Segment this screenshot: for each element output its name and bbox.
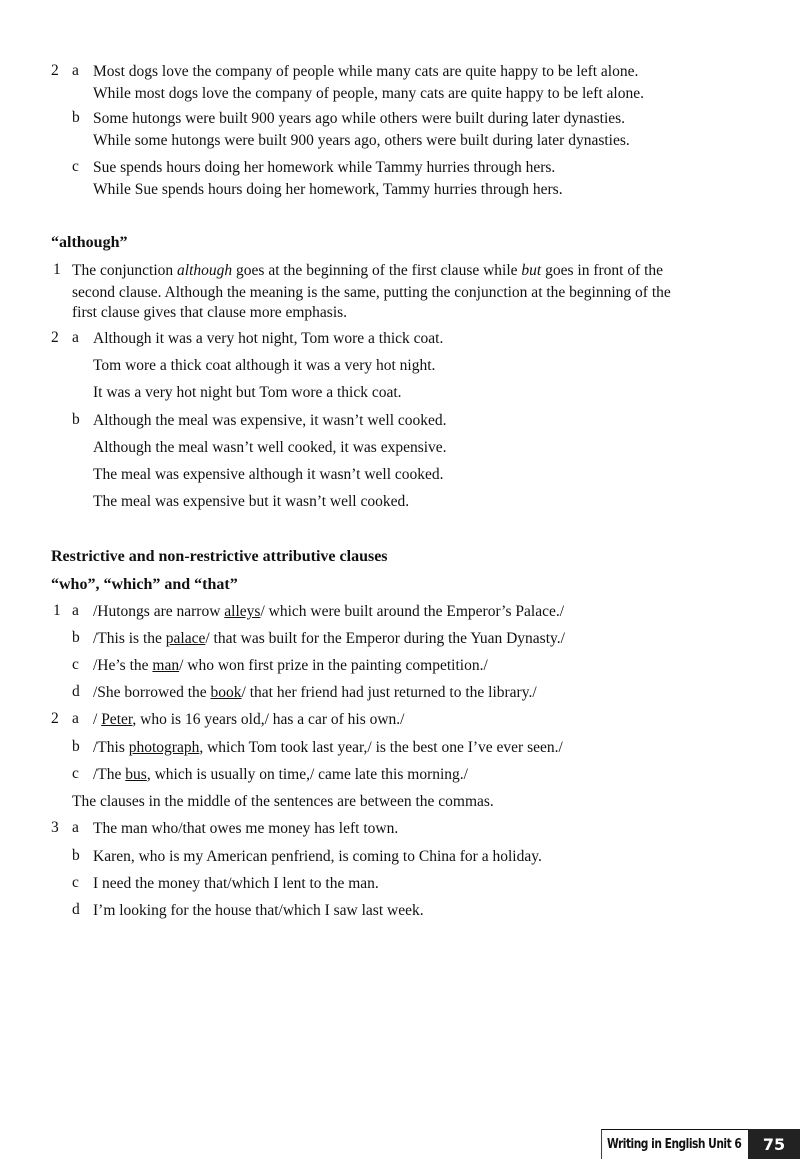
answer-line: /Hutongs are narrow alleys/ which were built around the Emperor’s Palace./ [93, 603, 565, 620]
answer-line: /The bus, which is usually on time,/ came late this morning./ [93, 766, 468, 783]
question-number: 1 [53, 602, 61, 619]
item-letter: c [72, 874, 79, 891]
answer-line: Although the meal was expensive, it wasn’t well cooked. [93, 412, 447, 429]
answer-line: Karen, who is my American penfriend, is coming to China for a holiday. [93, 848, 542, 865]
question-number: 2 [51, 710, 59, 727]
section-heading: Restrictive and non-restrictive attributive clauses [51, 548, 388, 565]
section-heading: “although” [51, 234, 128, 251]
page-number: 75 [748, 1129, 800, 1159]
answer-line: Sue spends hours doing her homework while Tammy hurries through hers. [93, 159, 556, 176]
answer-line: Most dogs love the company of people while many cats are quite happy to be left alone. [93, 63, 639, 80]
item-letter: b [72, 109, 80, 126]
question-number: 1 [53, 261, 61, 278]
answer-line: Tom wore a thick coat although it was a very hot night. [93, 357, 436, 374]
explanation-line: second clause. Although the meaning is the same, putting the conjunction at the beginning of the [72, 284, 671, 301]
item-letter: c [72, 656, 79, 673]
item-letter: c [72, 765, 79, 782]
section-subheading: “who”, “which” and “that” [51, 576, 238, 593]
answer-line: While some hutongs were built 900 years ago, others were built during later dynasties. [93, 132, 630, 149]
answer-line: While most dogs love the company of people, many cats are quite happy to be left alone. [93, 85, 644, 102]
explanation-line: The conjunction although goes at the beginning of the first clause while but goes in front of the [72, 262, 664, 279]
answer-line: The meal was expensive although it wasn’t well cooked. [93, 466, 444, 483]
answer-line: The meal was expensive but it wasn’t well cooked. [93, 493, 410, 510]
answer-line: The man who/that owes me money has left town. [93, 820, 399, 837]
item-letter: a [72, 819, 79, 836]
question-number: 3 [51, 819, 59, 836]
question-number: 2 [51, 329, 59, 346]
explanation-line: first clause gives that clause more emphasis. [72, 304, 348, 321]
item-letter: d [72, 901, 80, 918]
page-footer [569, 1129, 800, 1159]
answer-line: It was a very hot night but Tom wore a thick coat. [93, 384, 402, 401]
note-line: The clauses in the middle of the sentences are between the commas. [72, 793, 494, 810]
item-letter: d [72, 683, 80, 700]
item-letter: a [72, 602, 79, 619]
item-letter: c [72, 158, 79, 175]
item-letter: b [72, 411, 80, 428]
item-letter: b [72, 629, 80, 646]
answer-line: / Peter, who is 16 years old,/ has a car of his own./ [93, 711, 405, 728]
answer-line: Although the meal wasn’t well cooked, it was expensive. [93, 439, 447, 456]
answer-line: /He’s the man/ who won first prize in the painting competition./ [93, 657, 488, 674]
answer-line: /This photograph, which Tom took last year,/ is the best one I’ve ever seen./ [93, 739, 563, 756]
answer-line: Although it was a very hot night, Tom wore a thick coat. [93, 330, 444, 347]
item-letter: a [72, 329, 79, 346]
answer-line: I’m looking for the house that/which I saw last week. [93, 902, 424, 919]
answer-line: /She borrowed the book/ that her friend had just returned to the library./ [93, 684, 537, 701]
answer-line: While Sue spends hours doing her homework, Tammy hurries through hers. [93, 181, 563, 198]
item-letter: b [72, 738, 80, 755]
item-letter: a [72, 62, 79, 79]
item-letter: b [72, 847, 80, 864]
answer-line: I need the money that/which I lent to the man. [93, 875, 379, 892]
question-number: 2 [51, 62, 59, 79]
running-title: Writing in English Unit 6 [601, 1129, 748, 1159]
item-letter: a [72, 710, 79, 727]
answer-line: Some hutongs were built 900 years ago while others were built during later dynasties. [93, 110, 626, 127]
answer-line: /This is the palace/ that was built for the Emperor during the Yuan Dynasty./ [93, 630, 565, 647]
